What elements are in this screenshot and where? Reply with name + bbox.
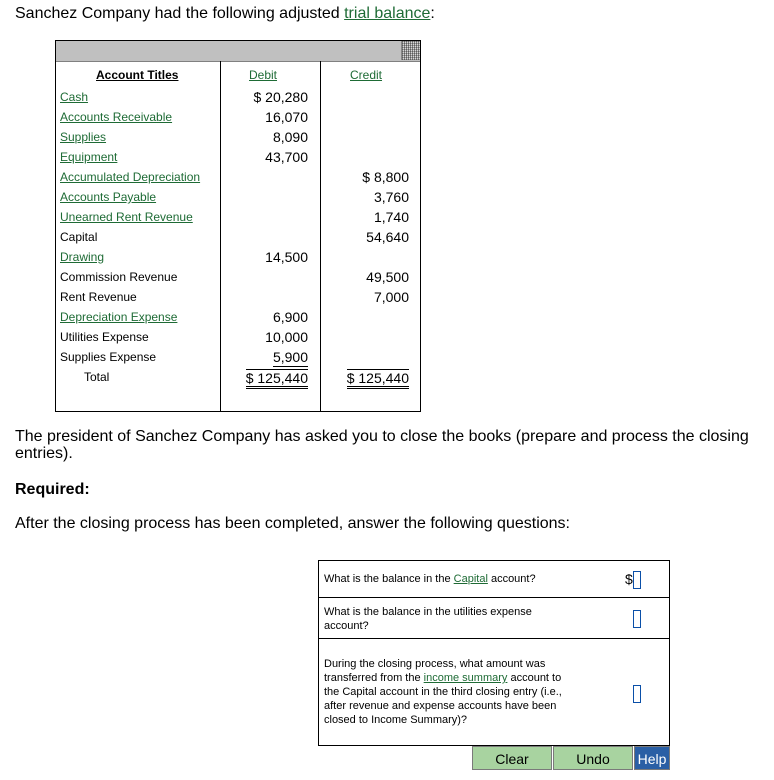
account-title[interactable]: Depreciation Expense (60, 310, 178, 324)
total-row (56, 367, 420, 387)
trial-balance-link[interactable]: trial balance (344, 5, 431, 22)
account-title[interactable]: Accounts Payable (60, 190, 157, 204)
clear-button[interactable]: Clear (472, 746, 552, 770)
debit-amount: 6,900 (272, 309, 308, 325)
account-title: Commission Revenue (60, 270, 178, 284)
account-title[interactable]: Accounts Receivable (60, 110, 173, 124)
header-credit[interactable]: Credit (350, 68, 383, 82)
capital-link[interactable]: Capital (453, 573, 488, 585)
account-title: Supplies Expense (60, 350, 157, 364)
account-title[interactable]: Equipment (60, 150, 118, 164)
credit-amount: 7,000 (373, 289, 409, 305)
credit-amount: 1,740 (373, 209, 409, 225)
debit-amount: $ 20,280 (253, 89, 308, 105)
question-row (319, 598, 669, 639)
table-row (56, 207, 420, 227)
account-title: Rent Revenue (60, 290, 137, 304)
help-button[interactable]: Help (634, 746, 670, 770)
account-title[interactable]: Drawing (60, 250, 105, 264)
resize-grip-icon[interactable] (401, 41, 420, 60)
table-row (56, 327, 420, 347)
answer-capital (625, 571, 641, 589)
table-row (56, 247, 420, 267)
credit-amount: 54,640 (366, 229, 409, 245)
questions-table (318, 560, 670, 746)
dollar-sign: $ (625, 571, 633, 587)
debit-amount: 43,700 (265, 149, 308, 165)
intro-prefix: Sanchez Company had the following adjusted (15, 5, 345, 22)
question-capital: What is the balance in the Capital account? (324, 573, 536, 585)
question-row (319, 561, 669, 598)
table-row (56, 147, 420, 167)
table-row (56, 187, 420, 207)
utilities-balance-input[interactable] (633, 610, 641, 628)
credit-amount: $ 8,800 (362, 169, 409, 185)
table-row (56, 87, 420, 107)
credit-amount: 3,760 (373, 189, 409, 205)
answer-income-summary (633, 685, 641, 703)
account-title[interactable]: Unearned Rent Revenue (60, 210, 193, 224)
intro-text (15, 5, 435, 23)
table-row (56, 307, 420, 327)
table-row (56, 227, 420, 247)
total-debit: $ 125,440 (246, 369, 308, 389)
debit-amount: 10,000 (265, 329, 308, 345)
closing-paragraph: The president of Sanchez Company has asked you to close the books (prepare and process the closing entries). (15, 428, 749, 462)
question-utilities: What is the balance in the utilities expense account? (324, 606, 532, 632)
table-row (56, 167, 420, 187)
account-title: Utilities Expense (60, 330, 149, 344)
total-label: Total (84, 370, 110, 384)
debit-amount: 8,090 (272, 129, 308, 145)
account-title[interactable]: Accumulated Depreciation (60, 170, 201, 184)
income-summary-link[interactable]: income summary (423, 672, 508, 684)
answer-utilities (633, 610, 641, 628)
account-title: Capital (60, 230, 98, 244)
account-title[interactable]: Supplies (60, 130, 107, 144)
debit-amount: 5,900 (272, 349, 308, 365)
total-credit: $ 125,440 (347, 369, 409, 389)
credit-amount: 49,500 (366, 269, 409, 285)
capital-balance-input[interactable] (633, 571, 641, 589)
instruction-text: After the closing process has been completed, answer the following questions: (15, 515, 570, 532)
panel-title-bar[interactable] (56, 41, 420, 62)
transferred-amount-input[interactable] (633, 685, 641, 703)
table-row (56, 267, 420, 287)
trial-balance-panel (55, 40, 421, 412)
required-label: Required: (15, 481, 90, 498)
question-income-summary: During the closing process, what amount was transferred from the income summary account to the Capital account in the third closing entry (i.e., after revenue and expense accounts have been closed to Income Summary)? (324, 658, 562, 726)
table-row (56, 127, 420, 147)
header-account-titles: Account Titles (96, 68, 179, 82)
undo-button[interactable]: Undo (553, 746, 633, 770)
intro-suffix: : (430, 5, 435, 22)
header-debit[interactable]: Debit (249, 68, 278, 82)
debit-amount: 14,500 (265, 249, 308, 265)
question-row (319, 639, 669, 745)
table-row (56, 347, 420, 367)
table-row (56, 107, 420, 127)
account-title[interactable]: Cash (60, 90, 89, 104)
table-row (56, 287, 420, 307)
debit-amount: 16,070 (265, 109, 308, 125)
